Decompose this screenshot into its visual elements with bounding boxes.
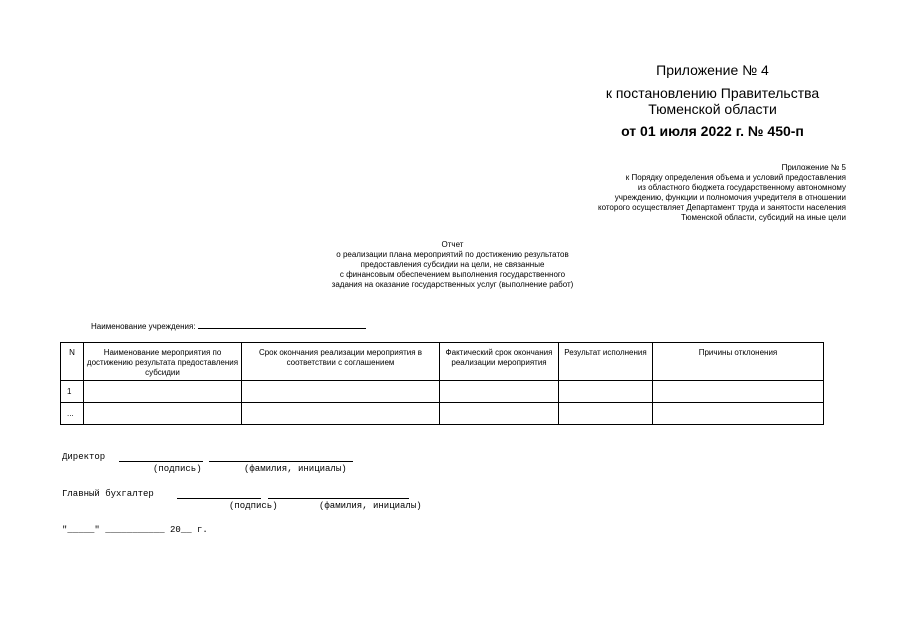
appendix5-line: учреждению, функции и полномочия учредителя в отношении bbox=[614, 193, 846, 202]
table-cell[interactable] bbox=[653, 381, 824, 403]
table-cell[interactable] bbox=[440, 403, 559, 425]
table-row bbox=[61, 381, 824, 403]
appendix5-line: Тюменской области, субсидий на иные цели bbox=[681, 213, 846, 222]
accountant-name-line[interactable] bbox=[268, 498, 409, 499]
resolution-date-number: от 01 июля 2022 г. № 450-п bbox=[621, 123, 804, 139]
institution-label: Наименование учреждения: bbox=[91, 322, 196, 331]
report-table bbox=[60, 342, 824, 425]
table-header-row bbox=[61, 343, 824, 381]
report-title-line: о реализации плана мероприятий по достижению результатов bbox=[336, 250, 569, 259]
region-name: Тюменской области bbox=[648, 101, 777, 117]
col-header-actual-deadline: Фактический срок окончания реализации мероприятия bbox=[440, 343, 559, 381]
col-header-number: N bbox=[61, 343, 84, 381]
director-signature-caption: (подпись) bbox=[153, 464, 202, 474]
director-label: Директор bbox=[62, 452, 106, 462]
appendix5-block bbox=[560, 163, 846, 223]
appendix5-line: которого осуществляет Департамент труда и занятости населения bbox=[597, 203, 846, 212]
col-header-planned-deadline: Срок окончания реализации мероприятия в соответствии с соглашением bbox=[242, 343, 440, 381]
col-header-deviation-reasons: Причины отклонения bbox=[653, 343, 824, 381]
appendix5-line: к Порядку определения объема и условий предоставления bbox=[625, 173, 846, 182]
director-signature-line[interactable] bbox=[119, 461, 203, 462]
chief-accountant-label: Главный бухгалтер bbox=[62, 489, 154, 499]
table-cell: ... bbox=[61, 403, 84, 425]
report-title-line: с финансовым обеспечением выполнения государственного bbox=[339, 270, 566, 279]
table-cell[interactable] bbox=[559, 403, 653, 425]
director-name-caption: (фамилия, инициалы) bbox=[244, 464, 347, 474]
appendix-number: Приложение № 4 bbox=[656, 62, 769, 78]
report-title-line: задания на оказание государственных услуг (выполнение работ) bbox=[331, 280, 574, 289]
table-cell[interactable] bbox=[653, 403, 824, 425]
accountant-name-caption: (фамилия, инициалы) bbox=[319, 501, 422, 511]
accountant-signature-caption: (подпись) bbox=[229, 501, 278, 511]
institution-name-field bbox=[91, 320, 366, 332]
report-title bbox=[300, 240, 605, 290]
col-header-result: Результат исполнения bbox=[559, 343, 653, 381]
resolution-ref: к постановлению Правительства bbox=[605, 85, 820, 101]
table-cell: 1 bbox=[61, 381, 84, 403]
table-cell[interactable] bbox=[440, 381, 559, 403]
table-row bbox=[61, 403, 824, 425]
director-name-line[interactable] bbox=[209, 461, 353, 462]
table-cell[interactable] bbox=[242, 381, 440, 403]
table-cell[interactable] bbox=[84, 403, 242, 425]
report-title-line: предоставления субсидии на цели, не связанные bbox=[360, 260, 545, 269]
accountant-signature-line[interactable] bbox=[177, 498, 261, 499]
col-header-activity: Наименование мероприятия по достижению результата предоставления субсидии bbox=[84, 343, 242, 381]
appendix5-line: Приложение № 5 bbox=[781, 163, 846, 172]
table-cell[interactable] bbox=[559, 381, 653, 403]
table-cell[interactable] bbox=[84, 381, 242, 403]
appendix5-line: из областного бюджета государственному автономному bbox=[637, 183, 846, 192]
table-cell[interactable] bbox=[242, 403, 440, 425]
date-line[interactable]: "_____" ___________ 20__ г. bbox=[62, 525, 208, 535]
report-title-line: Отчет bbox=[441, 240, 464, 249]
institution-blank-line[interactable] bbox=[198, 320, 366, 329]
